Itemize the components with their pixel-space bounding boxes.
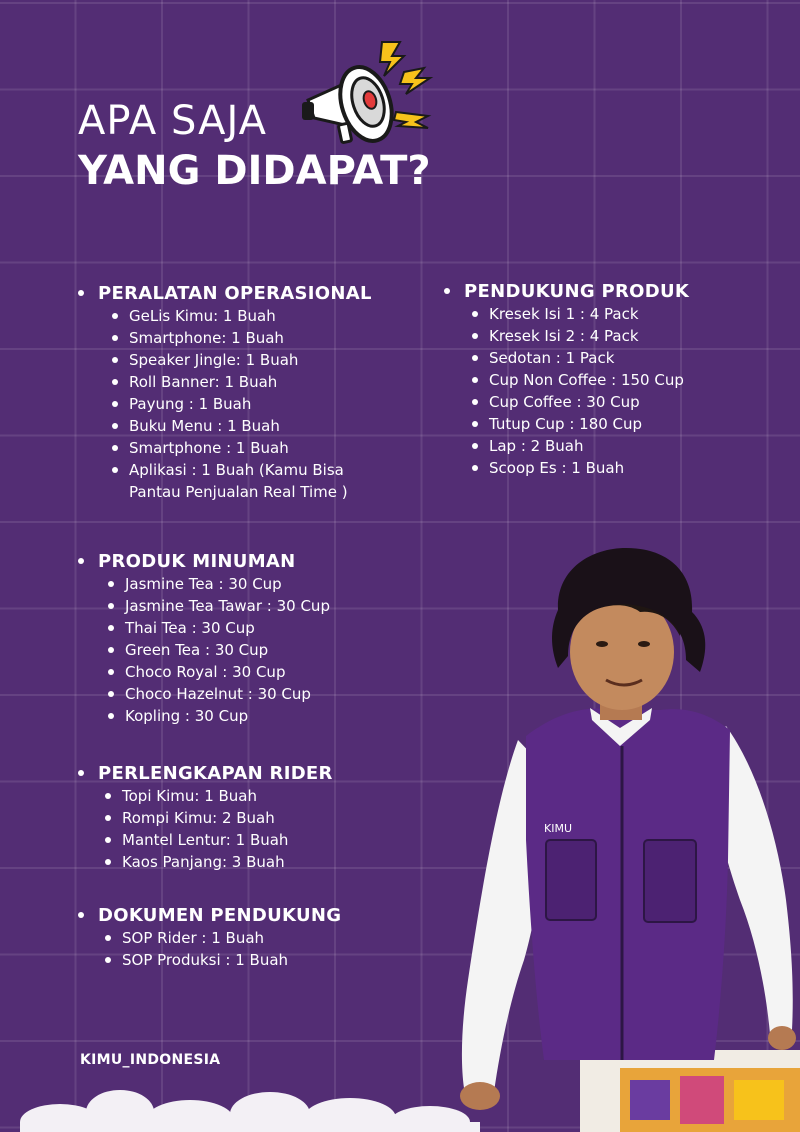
list-item: Smartphone : 1 Buah (112, 437, 372, 459)
section-heading-label: PERALATAN OPERASIONAL (98, 282, 372, 304)
section-dokumen-pendukung (78, 903, 341, 971)
person-photo (440, 540, 800, 1132)
section-peralatan-operasional (78, 281, 372, 503)
list-item: Lap : 2 Buah (472, 435, 689, 457)
section-heading-label: PERLENGKAPAN RIDER (98, 762, 333, 784)
section-heading (78, 903, 341, 927)
list-item: Kresek Isi 2 : 4 Pack (472, 325, 689, 347)
list-item: Thai Tea : 30 Cup (108, 617, 330, 639)
list-item: SOP Produksi : 1 Buah (105, 949, 341, 971)
bullet-icon (78, 770, 84, 776)
megaphone-icon (300, 38, 440, 148)
footer-brand: KIMU_INDONESIA (80, 1052, 221, 1068)
list-item: Topi Kimu: 1 Buah (105, 785, 333, 807)
bullet-icon (78, 558, 84, 564)
list-item: Kaos Panjang: 3 Buah (105, 851, 333, 873)
list-item: Aplikasi : 1 Buah (Kamu Bisa (112, 459, 372, 481)
list-item: Kopling : 30 Cup (108, 705, 330, 727)
list-item: Rompi Kimu: 2 Buah (105, 807, 333, 829)
list-item: Payung : 1 Buah (112, 393, 372, 415)
section-heading (444, 279, 689, 303)
list-item: Jasmine Tea : 30 Cup (108, 573, 330, 595)
page-title-line-2: YANG DIDAPAT? (78, 148, 431, 194)
bullet-icon (78, 912, 84, 918)
item-list (108, 573, 330, 727)
list-item: Cup Non Coffee : 150 Cup (472, 369, 689, 391)
list-item: Choco Royal : 30 Cup (108, 661, 330, 683)
list-item: Kresek Isi 1 : 4 Pack (472, 303, 689, 325)
section-perlengkapan-rider (78, 761, 333, 873)
item-list (105, 927, 341, 971)
section-heading-label: PENDUKUNG PRODUK (464, 280, 690, 302)
list-item: Tutup Cup : 180 Cup (472, 413, 689, 435)
vest-logo: KIMU (544, 822, 572, 835)
list-item: Buku Menu : 1 Buah (112, 415, 372, 437)
bullet-icon (78, 290, 84, 296)
cloud-decoration (0, 1070, 520, 1132)
item-list (472, 303, 689, 479)
list-item: GeLis Kimu: 1 Buah (112, 305, 372, 327)
list-item: Jasmine Tea Tawar : 30 Cup (108, 595, 330, 617)
list-item: Speaker Jingle: 1 Buah (112, 349, 372, 371)
section-heading-label: PRODUK MINUMAN (98, 550, 296, 572)
section-heading (78, 549, 330, 573)
list-item: Cup Coffee : 30 Cup (472, 391, 689, 413)
page-title-line-1: APA SAJA (78, 98, 267, 144)
list-item: Choco Hazelnut : 30 Cup (108, 683, 330, 705)
bullet-icon (444, 288, 450, 294)
list-item: Smartphone: 1 Buah (112, 327, 372, 349)
list-item: SOP Rider : 1 Buah (105, 927, 341, 949)
section-heading (78, 281, 372, 305)
list-item: Roll Banner: 1 Buah (112, 371, 372, 393)
list-item-continuation: Pantau Penjualan Real Time ) (129, 483, 348, 501)
list-item: Sedotan : 1 Pack (472, 347, 689, 369)
list-item: Mantel Lentur: 1 Buah (105, 829, 333, 851)
section-heading-label: DOKUMEN PENDUKUNG (98, 904, 342, 926)
item-list (105, 785, 333, 873)
section-pendukung-produk (444, 279, 689, 479)
section-heading (78, 761, 333, 785)
list-item: Green Tea : 30 Cup (108, 639, 330, 661)
section-produk-minuman (78, 549, 330, 727)
list-item: Scoop Es : 1 Buah (472, 457, 689, 479)
item-list (112, 305, 372, 481)
